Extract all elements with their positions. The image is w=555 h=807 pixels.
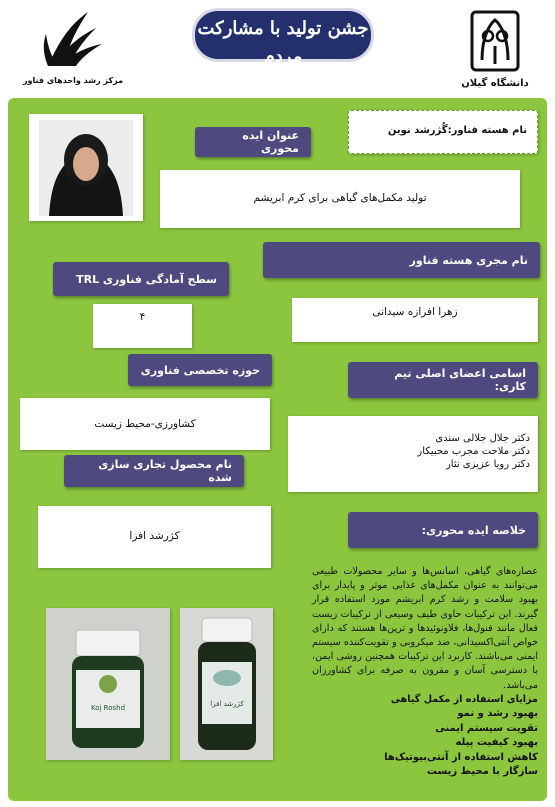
- product-label: نام محصول تجاری سازی شده: [98, 458, 232, 484]
- idea-title-box: [160, 170, 520, 228]
- festival-banner: [192, 8, 374, 81]
- executor-box: [292, 298, 538, 342]
- team-member: دکتر ملاحت مجرب محبیکار: [417, 446, 530, 457]
- field-value: کشاورزی-محیط زیست: [94, 418, 196, 430]
- university-emblem-icon: [460, 6, 530, 76]
- executor-label: نام مجری هسته فناور: [409, 253, 528, 267]
- university-name: دانشگاه گیلان: [461, 78, 529, 89]
- supplement-jar-icon: [46, 608, 170, 760]
- core-name: نام هسته فناور:گُژرشد نوین: [387, 125, 527, 136]
- field-label: حوزه تخصصی فناوری: [140, 363, 260, 377]
- jar-label: کژرشد افزا: [210, 700, 244, 708]
- benefit-item: تقویت سیستم ایمنی: [435, 722, 538, 734]
- summary-block: [312, 565, 538, 780]
- team-box: [288, 416, 538, 492]
- team-member: دکتر رویا عزیزی نثار: [445, 459, 530, 470]
- product-photo-front: [46, 608, 170, 760]
- field-tag: [128, 354, 272, 386]
- executor-tag: [263, 242, 540, 278]
- idea-title-value: تولید مکمل‌های گیاهی برای کرم ابریشم: [253, 192, 427, 204]
- summary-tag: [348, 512, 538, 548]
- team-member: دکتر جلال جلالی سندی: [435, 433, 530, 444]
- benefit-item: سازگار با محیط زیست: [426, 766, 538, 778]
- summary-text: عصاره‌های گیاهی، اسانس‌ها و سایر محصولات طبیعی می‌توانند به عنوان مکمل‌های غذایی موثر و پایدار برای بهبود سلامت و رشد کرم ابریشم مورد استفاده قرار گیرند. این ترکیبات حاوی طیف وسیعی از ترکیبات زیست فعال مانند فنول‌ها، فلاونوئیدها و ترپن‌ها هستند که دارای خواص آنتی‌اکسیدانی، ضد میکروبی و تقویت‌کننده سیستم ایمنی می‌باشند. کاربرد این ترکیبات همچنین روشی ایمن، با دسترسی آسان و مقرون به صرفه برای کشاورزان می‌باشد.: [312, 566, 538, 691]
- summary-label: خلاصه ایده محوری:: [421, 523, 526, 537]
- team-label: اسامی اعضای اصلی تیم کاری:: [394, 367, 526, 393]
- product-tag: [64, 455, 244, 487]
- university-logo: [460, 6, 530, 92]
- incubator-logo: [18, 4, 128, 92]
- benefit-item: بهبود کیفیت پیله: [455, 737, 538, 749]
- executor-photo: [39, 120, 133, 216]
- trl-label: سطح آمادگی فناوری TRL: [76, 272, 217, 286]
- idea-title-label: عنوان ایده محوری: [242, 129, 299, 155]
- product-box: [38, 506, 271, 568]
- banner-title: جشن تولید با مشارکت مردم: [197, 18, 369, 67]
- photo-frame: [29, 114, 143, 221]
- benefits-title: مزایای استفاده از مکمل گیاهی: [390, 693, 538, 705]
- header: [0, 0, 555, 96]
- field-box: [20, 398, 270, 450]
- product-value: کژرشد افزا: [129, 530, 180, 542]
- supplement-jar-icon: [180, 608, 273, 760]
- bird-wings-icon: [18, 4, 128, 74]
- executor-value: زهرا افرازه سیدانی: [372, 306, 458, 318]
- trl-tag: [53, 262, 229, 296]
- benefit-item: بهبود رشد و نمو: [457, 708, 538, 720]
- jar-label: Koj Roshd: [90, 704, 126, 712]
- product-photo-side: [180, 608, 273, 760]
- banner-subtitle: سال ۱۴۰۲: [265, 72, 301, 81]
- team-tag: [348, 362, 538, 398]
- core-name-box: [348, 110, 538, 154]
- incubator-name: مرکز رشد واحدهای فناور: [22, 76, 124, 85]
- person-portrait-icon: [39, 120, 133, 216]
- idea-title-tag: [195, 127, 311, 157]
- benefit-item: کاهش استفاده از آنتی‌بیوتیک‌ها: [384, 751, 538, 763]
- trl-value: ۴: [139, 311, 146, 323]
- trl-box: [93, 304, 192, 348]
